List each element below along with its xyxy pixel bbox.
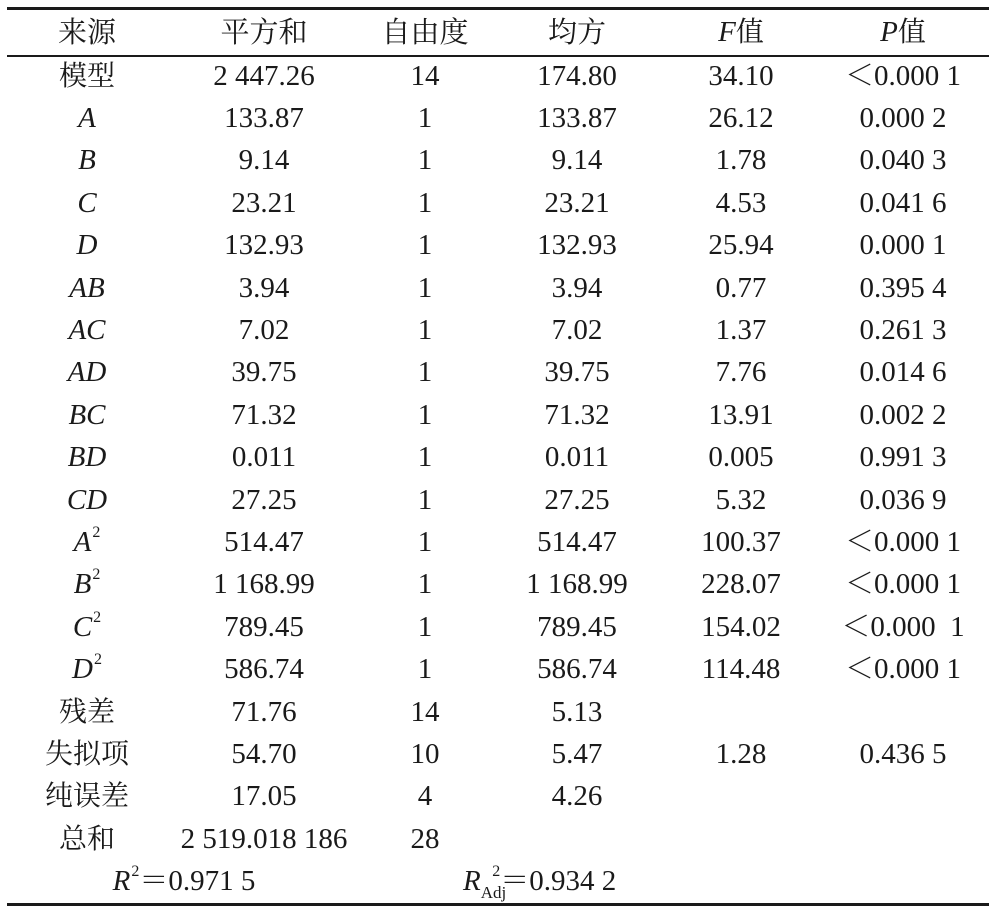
mean-square-cell: 3.94: [551, 271, 603, 304]
df-cell: 1: [417, 568, 433, 601]
source-cell: [7, 55, 167, 97]
p-value-cell: 0.991 3: [859, 441, 947, 474]
f-value-cell: 4.53: [715, 186, 767, 219]
sum-of-squares-cell: 7.02: [238, 314, 290, 347]
p-value-cell: 0.261 3: [859, 314, 947, 347]
source-superscript: 2: [93, 608, 102, 626]
df-cell: 1: [417, 441, 433, 474]
source-label: D: [72, 653, 93, 686]
source-cell: [7, 606, 167, 648]
header-degrees-of-freedom: 自由度: [381, 15, 469, 49]
adj-r-squared-symbol: R: [463, 865, 481, 898]
p-value-cell: 0.000 1: [859, 229, 947, 262]
p-value-cell: 0.395 4: [859, 271, 947, 304]
source-label: A: [78, 102, 96, 135]
table-row: [7, 225, 989, 267]
mean-square-cell: 39.75: [544, 356, 610, 389]
f-value-cell: 26.12: [708, 102, 774, 135]
r-squared-symbol: R: [112, 865, 131, 898]
source-cell: [7, 564, 167, 606]
p-value-cell: ＜0.000 1: [844, 59, 961, 92]
p-value-cell: 0.036 9: [859, 483, 947, 516]
df-cell: 1: [417, 483, 433, 516]
df-cell: 1: [417, 229, 433, 262]
source-cell: [7, 479, 167, 521]
mean-square-cell: 174.80: [537, 59, 617, 92]
table-row: [7, 97, 989, 139]
table-row: [7, 267, 989, 309]
p-value-cell: [817, 776, 989, 818]
header-f-letter: F: [718, 16, 736, 48]
table-row: [7, 818, 989, 860]
source-label: A: [73, 525, 92, 558]
sum-of-squares-cell: 54.70: [231, 737, 297, 770]
df-cell: 1: [417, 356, 433, 389]
df-cell: 14: [410, 59, 440, 92]
df-cell: 1: [417, 186, 433, 219]
adjusted-r-squared-cell: [361, 860, 989, 903]
sum-of-squares-cell: 9.14: [238, 144, 290, 177]
mean-square-cell: 132.93: [537, 229, 617, 262]
bottom-rule: [7, 903, 989, 906]
source-label: BD: [67, 441, 107, 474]
source-label: C: [72, 610, 93, 643]
f-value-cell: 25.94: [708, 229, 774, 262]
source-label: CD: [66, 483, 108, 516]
p-value-cell: ＜0.000 1: [841, 610, 965, 643]
table-row: [7, 437, 989, 479]
table-row: [7, 352, 989, 394]
mean-square-cell: 5.13: [551, 695, 603, 728]
table-row: [7, 691, 989, 733]
sum-of-squares-cell: 0.011: [231, 441, 297, 474]
f-value-cell: 13.91: [708, 398, 774, 431]
mean-square-cell: 586.74: [537, 653, 617, 686]
table-row: [7, 182, 989, 224]
source-cell: [7, 776, 167, 818]
r-squared-sup: 2: [131, 863, 140, 881]
source-cell: [7, 394, 167, 436]
header-sum-of-squares: 平方和: [220, 15, 308, 49]
table-row: [7, 394, 989, 436]
mean-square-cell: 789.45: [537, 610, 617, 643]
mean-square-cell: 514.47: [537, 525, 617, 558]
source-cell: [7, 267, 167, 309]
table-row: [7, 776, 989, 818]
source-cell: [7, 352, 167, 394]
p-value-cell: 0.000 2: [859, 102, 947, 135]
sum-of-squares-cell: 2 447.26: [213, 59, 315, 92]
source-cell: [7, 437, 167, 479]
source-label: 总和: [58, 821, 115, 855]
sum-of-squares-cell: 133.87: [224, 102, 304, 135]
mean-square-cell: 1 168.99: [526, 568, 628, 601]
table-row: [7, 309, 989, 351]
table-row: [7, 733, 989, 775]
header-f-value: [665, 10, 817, 55]
source-label: 残差: [58, 694, 115, 728]
source-label: D: [76, 229, 98, 262]
df-cell: 14: [410, 695, 440, 728]
sum-of-squares-cell: 27.25: [231, 483, 297, 516]
mean-square-cell: 5.47: [551, 737, 603, 770]
header-p-letter: P: [880, 16, 898, 48]
fit-statistics-row: [7, 860, 989, 903]
source-superscript: 2: [92, 523, 101, 541]
df-cell: 1: [417, 398, 433, 431]
df-cell: 1: [417, 271, 433, 304]
p-value-cell: ＜0.000 1: [844, 568, 961, 601]
df-cell: 1: [417, 610, 433, 643]
table-row: [7, 606, 989, 648]
p-value-cell: 0.436 5: [859, 737, 947, 770]
mean-square-cell: [489, 818, 665, 860]
f-value-cell: 154.02: [701, 610, 781, 643]
sum-of-squares-cell: 789.45: [224, 610, 304, 643]
f-value-cell: 114.48: [701, 653, 781, 686]
source-label: AB: [69, 271, 105, 304]
mean-square-cell: 0.011: [544, 441, 610, 474]
header-f-suffix: 值: [735, 15, 764, 48]
sum-of-squares-cell: 71.76: [231, 695, 297, 728]
df-cell: 1: [417, 525, 433, 558]
source-label: BC: [68, 398, 106, 431]
f-value-cell: [665, 691, 817, 733]
mean-square-cell: 27.25: [544, 483, 610, 516]
sum-of-squares-cell: 1 168.99: [213, 568, 315, 601]
f-value-cell: 228.07: [701, 568, 781, 601]
r-squared-value: ＝0.971 5: [139, 865, 256, 898]
table-row: [7, 479, 989, 521]
source-label: AD: [67, 356, 107, 389]
header-row: [7, 10, 989, 55]
sum-of-squares-cell: 132.93: [224, 229, 304, 262]
p-value-cell: ＜0.000 1: [844, 653, 961, 686]
source-label: 模型: [58, 58, 115, 92]
adj-r-squared-sup: 2: [492, 863, 501, 881]
sum-of-squares-cell: 586.74: [224, 653, 304, 686]
sum-of-squares-cell: 2 519.018 186: [180, 822, 348, 855]
p-value-cell: 0.014 6: [859, 356, 947, 389]
source-label: B: [73, 568, 92, 601]
f-value-cell: 100.37: [701, 525, 781, 558]
mean-square-cell: 7.02: [551, 314, 603, 347]
sum-of-squares-cell: 23.21: [231, 186, 297, 219]
source-cell: [7, 225, 167, 267]
f-value-cell: [665, 776, 817, 818]
df-cell: 4: [417, 780, 433, 813]
df-cell: 1: [417, 144, 433, 177]
table-row: [7, 521, 989, 563]
sum-of-squares-cell: 514.47: [224, 525, 304, 558]
anova-table: [7, 10, 989, 903]
source-label: 失拟项: [44, 736, 129, 770]
p-value-cell: 0.041 6: [859, 186, 947, 219]
f-value-cell: 7.76: [715, 356, 767, 389]
f-value-cell: 5.32: [715, 483, 767, 516]
sum-of-squares-cell: 71.32: [231, 398, 297, 431]
mean-square-cell: 23.21: [544, 186, 610, 219]
source-superscript: 2: [93, 651, 102, 669]
header-p-value: [817, 10, 989, 55]
table-row: [7, 648, 989, 690]
p-value-cell: 0.040 3: [859, 144, 947, 177]
df-cell: 10: [410, 737, 440, 770]
table-row: [7, 564, 989, 606]
source-label: AC: [68, 314, 106, 347]
header-p-suffix: 值: [897, 15, 926, 48]
source-label: B: [78, 144, 96, 177]
source-cell: [7, 97, 167, 139]
source-superscript: 2: [92, 566, 101, 584]
p-value-cell: [817, 691, 989, 733]
f-value-cell: 0.005: [708, 441, 774, 474]
adj-r-squared-value: ＝0.934 2: [500, 865, 617, 898]
p-value-cell: [817, 818, 989, 860]
df-cell: 1: [417, 314, 433, 347]
source-cell: [7, 691, 167, 733]
r-squared-cell: [7, 860, 361, 903]
mean-square-cell: 133.87: [537, 102, 617, 135]
f-value-cell: 34.10: [708, 59, 774, 92]
source-cell: [7, 733, 167, 775]
source-cell: [7, 309, 167, 351]
adj-r-squared-sub: Adj: [480, 883, 507, 903]
df-cell: 1: [417, 102, 433, 135]
source-cell: [7, 818, 167, 860]
mean-square-cell: 4.26: [551, 780, 603, 813]
source-cell: [7, 182, 167, 224]
df-cell: 1: [417, 653, 433, 686]
table-body: [7, 55, 989, 860]
source-label: 纯误差: [44, 779, 129, 813]
p-value-cell: 0.002 2: [859, 398, 947, 431]
header-mean-square: 均方: [547, 15, 606, 49]
source-cell: [7, 140, 167, 182]
header-source: 来源: [57, 15, 116, 49]
sum-of-squares-cell: 39.75: [231, 356, 297, 389]
df-cell: 28: [410, 822, 440, 855]
f-value-cell: [665, 818, 817, 860]
mean-square-cell: 71.32: [544, 398, 610, 431]
sum-of-squares-cell: 17.05: [231, 780, 297, 813]
table-row: [7, 55, 989, 97]
mean-square-cell: 9.14: [551, 144, 603, 177]
f-value-cell: 0.77: [715, 271, 767, 304]
source-cell: [7, 648, 167, 690]
table-row: [7, 140, 989, 182]
sum-of-squares-cell: 3.94: [238, 271, 290, 304]
f-value-cell: 1.37: [715, 314, 767, 347]
source-cell: [7, 521, 167, 563]
p-value-cell: ＜0.000 1: [844, 525, 961, 558]
source-label: C: [77, 186, 97, 219]
f-value-cell: 1.28: [715, 737, 767, 770]
f-value-cell: 1.78: [715, 144, 767, 177]
